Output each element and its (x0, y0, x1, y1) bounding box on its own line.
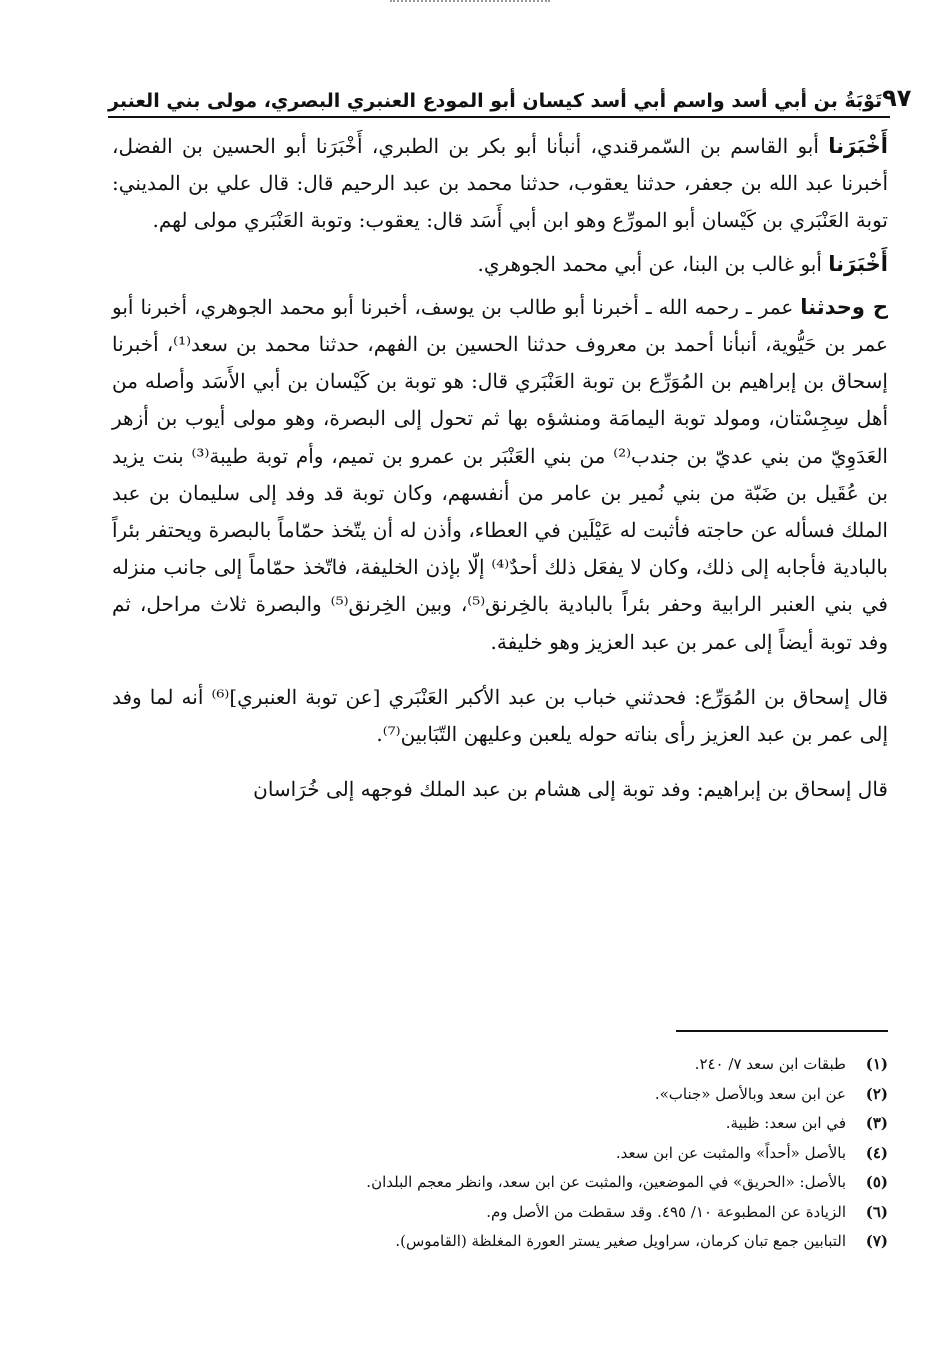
footnotes (260, 1050, 888, 1257)
footnote-text: بالأصل: «الحريق» في الموضعين، والمثبت عن ابن سعد، وانظر معجم البلدان. (366, 1173, 846, 1191)
paragraph-3 (112, 289, 888, 661)
paragraph-5 (112, 771, 888, 808)
footnote-text: الزيادة عن المطبوعة ١٠/ ٤٩٥. وقد سقطت من الأصل وم. (486, 1202, 846, 1221)
main-text (112, 128, 888, 808)
footnote-number: (٧) (865, 1232, 888, 1250)
running-title: تَوْبَةُ بن أبي أسد واسم أبي أسد كيسان أبو المودع العنبري البصري، مولى بني العنبر (108, 90, 883, 112)
footnote (260, 1139, 888, 1169)
paragraph-text: قال إسحاق بن المُوَرِّع: فحدثني خباب بن عبد الأكبر العَنْبَري [عن توبة العنبري]⁽⁶⁾ أنه لما وفد إلى عمر بن عبد العزيز رأى بناته حوله يلعبن وعليهن التّبَابين⁽⁷⁾. (112, 684, 888, 747)
paragraph-2 (112, 246, 888, 283)
footnote-separator (676, 1030, 888, 1032)
footnote-number: (٢) (865, 1084, 888, 1103)
footnote (260, 1050, 888, 1080)
paragraph-4 (112, 679, 888, 753)
footnote-number: (٣) (865, 1114, 888, 1132)
footnote (260, 1227, 888, 1257)
paragraph-text: عمر ـ رحمه الله ـ أخبرنا أبو طالب بن يوسف، أخبرنا أبو محمد الجوهري، أخبرنا أبو عمر بن حَيُّوية، أنبأنا أحمد بن معروف حدثنا الحسين بن الفهم، حدثنا محمد بن سعد⁽¹⁾، أخبرنا إسحاق بن إبراهيم بن المُوَرِّع بن توبة العَنْبَري قال: هو توبة بن كَيْسان بن أبي الأَسَد وأصله من أهل سِجِسْتان، ومولد توبة اليمامَة ومنشؤه بها ثم تحول إلى البصرة، وهو مولى أيوب بن أزهر العَدَوِيّ من بني عديّ بن جندب⁽²⁾ من بني العَنْبَر بن عمرو بن تميم، وأم توبة طيبة⁽³⁾ بنت يزيد بن عُقَيل بن ضَبّة من بني نُمير بن عامر من أنفسهم، وكان توبة قد وفد إلى سليمان بن عبد الملك فسأله عن حاجته فأثبت له عَيْلَين في العطاء، وأذن له أن يتّخذ حمّاماً بالبصرة ويحتفر بئراً بالبادية فأجابه إلى ذلك، وكان لا يفعَل ذلك أحدٌ⁽⁴⁾ إلّا بإذن الخليفة، فاتّخذ حمّاماً إلى جانب منزله في بني العنبر الرابية وحفر بئراً بالبادية بالخِرنق⁽⁵⁾، وبين الخِرنق⁽⁵⁾ والبصرة ثلاث مراحل، ثم وفد توبة أيضاً إلى عمر بن عبد العزيز وهو خليفة. (112, 294, 888, 654)
footnote (260, 1080, 888, 1110)
footnote-text: عن ابن سعد وبالأصل «جناب». (654, 1084, 846, 1103)
paragraph-text: أبو القاسم بن السّمرقندي، أنبأنا أبو بكر بن الطبري، أَخْبَرَنا أبو الحسين بن الفضل، أخبرنا عبد الله بن جعفر، حدثنا يعقوب، حدثنا محمد بن عبد الرحيم قال: قال علي بن المديني: توبة العَنْبَري بن كَيْسان أبو المورِّع وهو ابن أبي أَسَد قال: يعقوب: وتوبة العَنْبَري مولى لهم. (112, 134, 888, 233)
footnote-number: (١) (865, 1055, 888, 1073)
scan-mark (390, 0, 550, 8)
footnote-number: (٤) (865, 1143, 888, 1162)
footnote-text: طبقات ابن سعد ٧/ ٢٤٠. (694, 1055, 846, 1073)
paragraph-text: قال إسحاق بن إبراهيم: وفد توبة إلى هشام بن عبد الملك فوجهه إلى خُرَاسان (253, 777, 888, 802)
paragraph-lead: أَخْبَرَنا (828, 134, 888, 158)
paragraph-lead: ح وحدثنا (800, 294, 889, 319)
footnote-text: بالأصل «أحداً» والمثبت عن ابن سعد. (615, 1143, 846, 1162)
footnote (260, 1198, 888, 1228)
footnote-text: التبابين جمع تبان كرمان، سراويل صغير يستر العورة المغلظة (القاموس). (395, 1232, 846, 1250)
paragraph-1 (112, 128, 888, 240)
footnote (260, 1168, 888, 1198)
footnote (260, 1109, 888, 1139)
page-number: ٩٧ (882, 84, 912, 112)
paragraph-lead: أَخْبَرَنا (828, 251, 888, 276)
footnote-number: (٦) (865, 1202, 888, 1221)
paragraph-text: أبو غالب بن البنا، عن أبي محمد الجوهري. (477, 251, 829, 276)
page-header (108, 78, 912, 118)
footnote-number: (٥) (865, 1173, 888, 1191)
footnote-text: في ابن سعد: ظبية. (725, 1114, 846, 1132)
